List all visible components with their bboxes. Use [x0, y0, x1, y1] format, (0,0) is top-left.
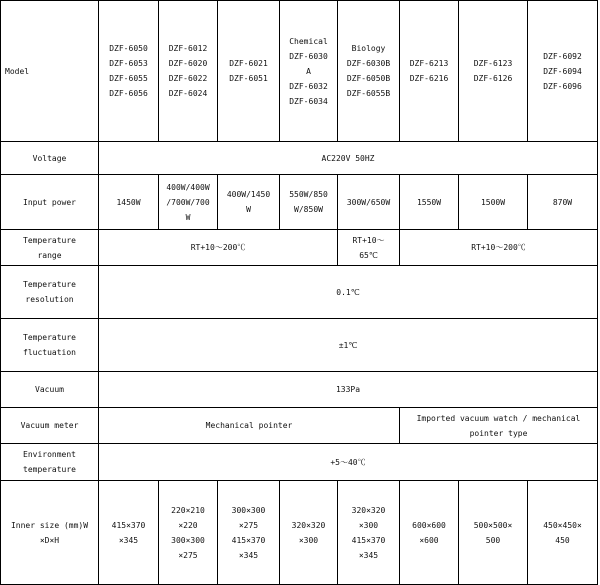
- vacuum-meter-cell: [99, 408, 400, 444]
- cell-line: 1500W: [480, 197, 506, 207]
- cell-line: 450: [555, 535, 570, 545]
- row-inner-size: [1, 481, 598, 585]
- input-power-cell: [400, 175, 459, 230]
- cell-line: 320×320: [351, 505, 386, 515]
- model-cell: [528, 1, 598, 142]
- cell-line: range: [37, 250, 62, 260]
- row-input-power: [1, 175, 598, 230]
- label-temperature-resolution: [1, 266, 99, 319]
- cell-line: RT+10～200℃: [471, 243, 526, 252]
- cell-line: DZF-6032: [289, 81, 328, 91]
- cell-line: ×300: [298, 535, 319, 545]
- label-temperature-range: [1, 230, 99, 266]
- vacuum-value: 133Pa: [99, 372, 598, 408]
- label-environment-temperature: [1, 444, 99, 481]
- cell-line: DZF-6050: [109, 44, 148, 53]
- cell-line: Mechanical pointer: [205, 421, 293, 430]
- label-vacuum: Vacuum: [1, 372, 99, 408]
- cell-line: 415×370: [111, 520, 146, 530]
- model-cell: [459, 1, 528, 142]
- model-cell: [159, 1, 218, 142]
- label-vacuum-meter: Vacuum meter: [1, 408, 99, 444]
- row-voltage: [1, 142, 598, 175]
- cell-line: 1550W: [416, 197, 442, 207]
- cell-line: Temperature: [23, 235, 76, 245]
- row-temperature-resolution: [1, 266, 598, 319]
- input-power-cell: [338, 175, 400, 230]
- cell-line: DZF-6055: [109, 74, 148, 83]
- cell-line: DZF-6012: [168, 44, 208, 53]
- cell-line: DZF-6092: [543, 51, 582, 61]
- cell-line: resolution: [25, 295, 74, 304]
- cell-line: ×345: [358, 550, 379, 560]
- voltage-value: AC220V 50HZ: [99, 142, 598, 175]
- inner-size-cell: [99, 481, 159, 585]
- row-model: [1, 1, 598, 142]
- cell-line: Chemical: [289, 36, 328, 46]
- row-temperature-range: [1, 230, 598, 266]
- cell-line: DZF-6034: [289, 96, 328, 106]
- row-environment-temperature: [1, 444, 598, 481]
- cell-line: DZF-6123: [473, 59, 513, 68]
- temperature-range-cell: [99, 230, 338, 266]
- cell-line: DZF-6094: [543, 66, 582, 76]
- model-cell: [338, 1, 400, 142]
- cell-line: 415×370: [351, 535, 386, 545]
- cell-line: W/850W: [294, 205, 323, 214]
- cell-line: 500×500×: [473, 520, 513, 530]
- cell-line: 550W/850: [289, 190, 328, 199]
- cell-line: 220×210: [171, 505, 205, 515]
- input-power-cell: [99, 175, 159, 230]
- inner-size-cell: [159, 481, 218, 585]
- cell-line: ×300: [358, 520, 379, 530]
- cell-line: 450×450×: [543, 520, 582, 530]
- input-power-cell: [280, 175, 338, 230]
- cell-line: Temperature: [23, 280, 76, 289]
- cell-line: ×D×H: [39, 535, 60, 545]
- cell-line: Environment: [23, 450, 76, 459]
- temperature-range-cell: [338, 230, 400, 266]
- cell-line: DZF-6050B: [346, 74, 391, 83]
- cell-line: DZF-6024: [168, 89, 208, 98]
- cell-line: Inner size (mm)W: [10, 520, 89, 530]
- cell-line: DZF-6022: [168, 74, 208, 83]
- cell-line: DZF-6020: [168, 59, 208, 68]
- model-cell: [280, 1, 338, 142]
- cell-line: DZF-6030: [289, 51, 328, 61]
- temperature-range-cell: [400, 230, 598, 266]
- model-cell: [400, 1, 459, 142]
- label-model: Model: [1, 1, 99, 142]
- input-power-cell: [459, 175, 528, 230]
- input-power-cell: [159, 175, 218, 230]
- cell-line: ×345: [238, 550, 259, 560]
- input-power-cell: [218, 175, 280, 230]
- cell-line: 1450W: [116, 197, 141, 207]
- cell-line: Temperature: [23, 333, 76, 342]
- cell-line: DZF-6216: [409, 74, 449, 83]
- label-temperature-fluctuation: [1, 319, 99, 372]
- model-cell: [99, 1, 159, 142]
- cell-line: DZF-6213: [409, 59, 449, 68]
- cell-line: /700W/700: [166, 197, 210, 207]
- cell-line: Imported vacuum watch / mechanical: [416, 413, 581, 423]
- cell-line: ×220: [178, 520, 198, 530]
- cell-line: DZF-6053: [109, 59, 148, 68]
- cell-line: ×275: [178, 550, 198, 560]
- cell-line: 300×300: [231, 505, 266, 515]
- row-vacuum: [1, 372, 598, 408]
- cell-line: 600×600: [412, 520, 446, 530]
- temperature-resolution-value: 0.1℃: [99, 266, 598, 319]
- cell-line: DZF-6126: [473, 74, 513, 83]
- label-voltage: Voltage: [1, 142, 99, 175]
- cell-line: 500: [485, 535, 501, 545]
- cell-line: 400W/1450: [226, 190, 271, 199]
- cell-line: 320×320: [291, 520, 326, 530]
- cell-line: 415×370: [231, 535, 266, 545]
- cell-line: 300×300: [171, 535, 205, 545]
- inner-size-cell: [280, 481, 338, 585]
- cell-line: ×345: [118, 535, 139, 545]
- cell-line: DZF-6055B: [346, 89, 391, 98]
- environment-temperature-value: +5～40℃: [99, 444, 598, 481]
- inner-size-cell: [218, 481, 280, 585]
- cell-line: temperature: [23, 465, 76, 474]
- cell-line: pointer type: [469, 428, 528, 438]
- cell-line: RT+10～200℃: [190, 243, 246, 252]
- cell-line: W: [246, 205, 251, 214]
- cell-line: 65℃: [359, 250, 378, 260]
- cell-line: DZF-6051: [229, 74, 268, 83]
- model-cell: [218, 1, 280, 142]
- inner-size-cell: [400, 481, 459, 585]
- cell-line: Biology: [351, 44, 386, 53]
- inner-size-cell: [459, 481, 528, 585]
- cell-line: ×600: [419, 535, 439, 545]
- inner-size-cell: [338, 481, 400, 585]
- cell-line: 400W/400W: [166, 182, 210, 192]
- vacuum-meter-cell: [400, 408, 598, 444]
- inner-size-cell: [528, 481, 598, 585]
- row-temperature-fluctuation: [1, 319, 598, 372]
- row-vacuum-meter: [1, 408, 598, 444]
- cell-line: DZF-6096: [543, 81, 582, 91]
- cell-line: DZF-6056: [109, 89, 148, 98]
- cell-line: RT+10～: [352, 235, 385, 245]
- cell-line: ×275: [238, 520, 259, 530]
- cell-line: A: [306, 66, 311, 76]
- cell-line: DZF-6030B: [346, 59, 391, 68]
- cell-line: W: [185, 212, 191, 222]
- cell-line: 870W: [552, 197, 573, 207]
- cell-line: fluctuation: [23, 348, 76, 357]
- cell-line: DZF-6021: [229, 59, 268, 68]
- cell-line: 300W/650W: [346, 197, 391, 207]
- temperature-fluctuation-value: ±1℃: [99, 319, 598, 372]
- input-power-cell: [528, 175, 598, 230]
- label-input-power: Input power: [1, 175, 99, 230]
- label-inner-size: [1, 481, 99, 585]
